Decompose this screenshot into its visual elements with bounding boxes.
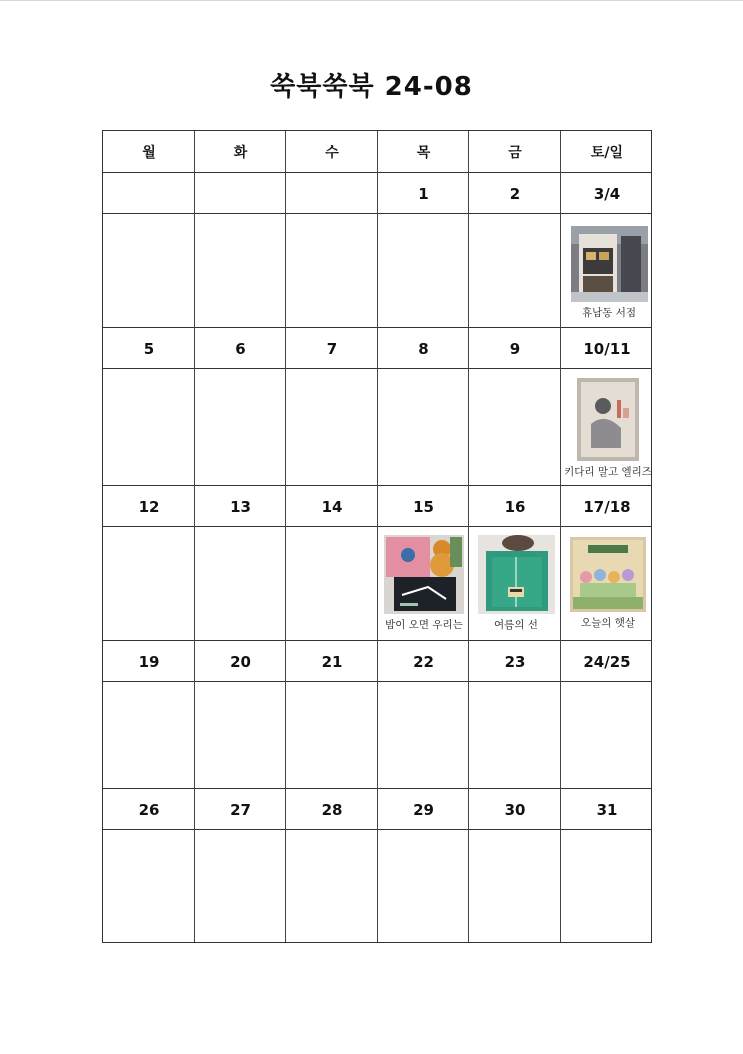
date-number: 23 — [504, 652, 526, 671]
date-number: 30 — [504, 800, 526, 819]
calendar-table — [102, 130, 652, 943]
date-number: 1 — [418, 184, 429, 203]
date-number: 26 — [138, 800, 160, 819]
date-number: 20 — [230, 652, 251, 671]
date-number: 10/11 — [583, 339, 631, 358]
book-title: 여름의 선 — [494, 619, 538, 631]
date-number: 15 — [413, 497, 434, 516]
date-number: 12 — [138, 497, 160, 516]
date-number: 9 — [509, 339, 521, 358]
weekday-header: 토/일 — [590, 145, 624, 161]
date-number: 29 — [413, 800, 434, 819]
weekday-header: 목 — [416, 145, 431, 161]
date-number: 13 — [230, 497, 251, 516]
book-entry — [563, 378, 653, 479]
weekday-header: 화 — [233, 145, 248, 161]
date-number: 22 — [413, 652, 434, 671]
book-cover-image — [571, 226, 648, 302]
date-number — [286, 173, 378, 214]
date-number: 19 — [138, 652, 160, 671]
book-entry — [381, 535, 467, 632]
weekday-header: 수 — [325, 145, 339, 161]
date-number: 24/25 — [583, 652, 631, 671]
date-number — [195, 173, 286, 214]
date-number: 31 — [596, 800, 618, 819]
date-number: 2 — [509, 184, 521, 203]
book-cover-image — [384, 535, 464, 614]
date-number: 21 — [321, 652, 343, 671]
book-cover-image — [577, 378, 639, 461]
date-number: 16 — [504, 497, 526, 516]
date-number — [103, 173, 195, 214]
book-entry — [565, 537, 651, 630]
date-number: 6 — [235, 339, 246, 358]
weekday-header: 금 — [508, 145, 522, 161]
book-cover-image — [570, 537, 646, 612]
date-number: 27 — [230, 800, 251, 819]
top-border — [0, 0, 743, 1]
book-title: 밤이 오면 우리는 — [385, 619, 463, 631]
book-cover-image — [478, 535, 555, 614]
book-title: 오늘의 햇살 — [580, 617, 636, 629]
date-number: 8 — [418, 339, 429, 358]
date-number: 3/4 — [593, 184, 621, 203]
book-entry — [473, 535, 559, 632]
date-number: 7 — [326, 339, 338, 358]
date-number: 28 — [321, 800, 343, 819]
date-number: 17/18 — [583, 497, 631, 516]
page-title: 쑥북쑥북 24-08 — [270, 72, 473, 102]
date-number: 14 — [321, 497, 343, 516]
book-title: 키다리 말고 엘리즈 — [564, 466, 652, 478]
date-number: 5 — [143, 339, 155, 358]
book-title: 휴남동 서점 — [581, 307, 637, 319]
book-entry — [567, 226, 651, 320]
weekday-header: 월 — [142, 145, 156, 161]
